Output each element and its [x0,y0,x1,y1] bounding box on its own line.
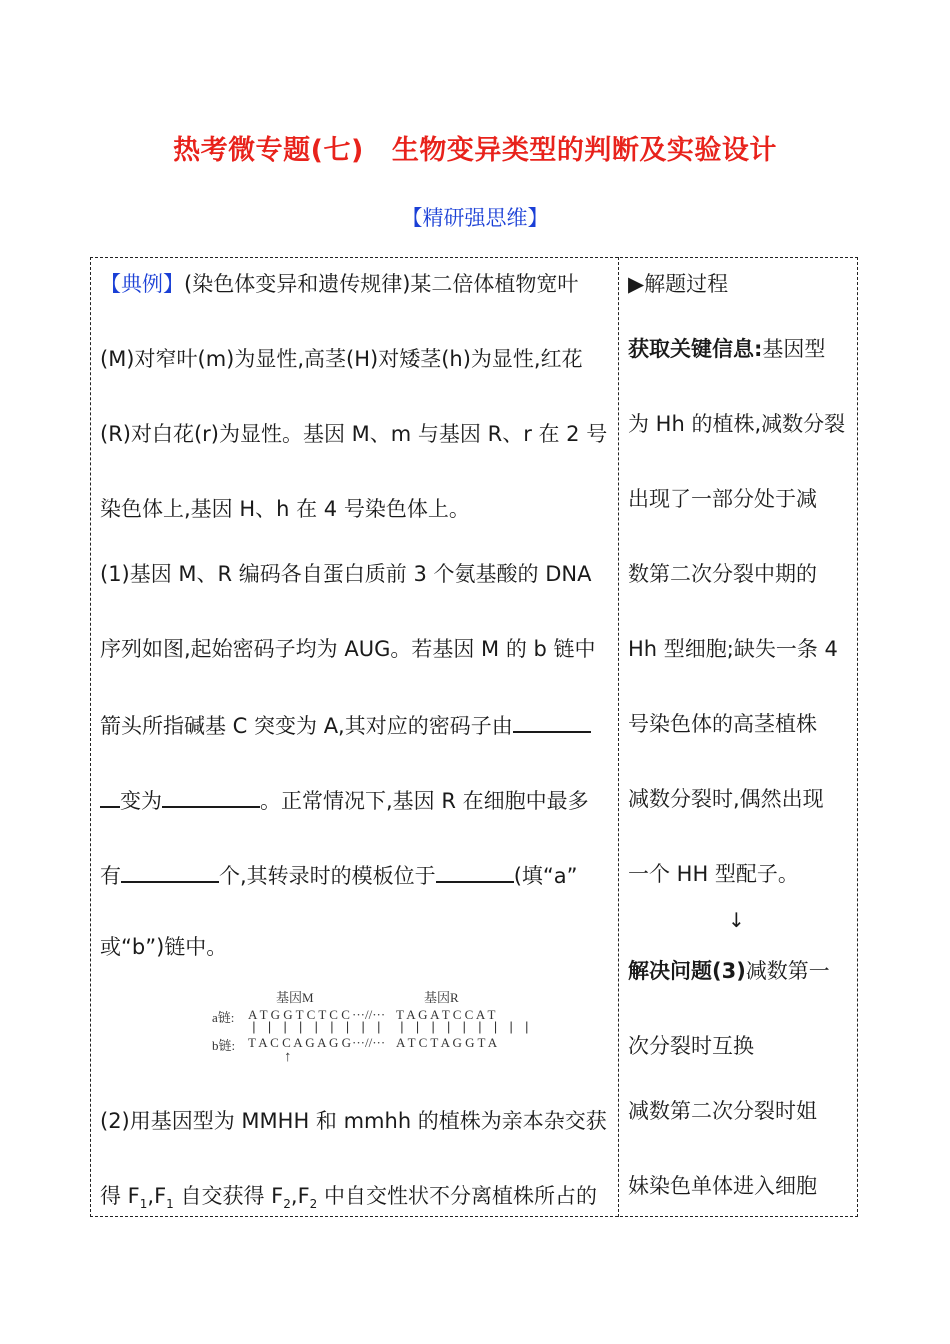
solve-line-2: 次分裂时互换 [628,1034,754,1058]
title-part2: 生物变异类型的判断及实验设计 [391,135,777,166]
column-divider [618,257,619,1217]
strand-b-label: b链: [212,1038,236,1053]
question-1-line-2: 序列如图,起始密码子均为 AUG。若基因 M 的 b 链中 [100,637,596,661]
strand-b-seq-r: A T C T A G G T A [396,1035,498,1050]
key-info-line: 获取关键信息:基因型 [628,337,826,361]
dna-sequence-figure [200,985,531,1070]
answer-blank-4[interactable] [436,861,514,883]
key-info-line-8: 一个 HH 型配子。 [628,862,799,886]
question-1-line-5: 有 个,其转录时的模板位于 (填“a” [100,861,578,889]
example-line-4: 染色体上,基因 H、h 在 4 号染色体上。 [100,497,470,521]
solve-line-3: 减数第二次分裂时姐 [628,1099,817,1123]
solve-label: 解决问题(3) [628,959,746,983]
gene-m-label: 基因M [276,990,314,1005]
answer-blank-1-cont[interactable] [100,786,120,808]
question-1-line-4: 变为 。正常情况下,基因 R 在细胞中最多 [100,786,589,814]
solution-heading: ▶解题过程 [628,272,729,296]
mutation-arrow-icon: ↑ [284,1049,292,1065]
key-info-line-7: 减数分裂时,偶然出现 [628,787,824,811]
question-1-line-1: (1)基因 M、R 编码各自蛋白质前 3 个氨基酸的 DNA [100,562,592,586]
question-2-line-2: 得 $F_1,F_1$ 自交获得 $F_2,F_2$ 中自交性状不分离植株所占的 [100,1184,597,1212]
example-line-3: (R)对白花(r)为显性。基因 M、m 与基因 R、r 在 2 号 [100,422,608,446]
strand-a-separator: ···//··· [352,1007,386,1022]
strand-b-separator: ···//··· [352,1035,386,1050]
answer-blank-1[interactable] [513,711,591,733]
example-line-2: (M)对窄叶(m)为显性,高茎(H)对矮茎(h)为显性,红花 [100,347,583,371]
strand-a-label: a链: [212,1010,235,1025]
example-tag: 【典例】 [100,272,184,296]
solve-line-4: 妹染色单体进入细胞 [628,1174,817,1198]
key-info-line-5: Hh 型细胞;缺失一条 4 [628,637,838,661]
answer-blank-3[interactable] [121,861,219,883]
section-subtitle: 【精研强思维】 [401,206,549,230]
strand-a-seq-r: T A G A T C C A T [396,1007,496,1022]
question-1-line-6: 或“b”)链中。 [100,935,228,959]
base-pair-bars-m: | | | | | | | | | [250,1020,383,1035]
base-pair-bars-r: | | | | | | | | | [398,1020,531,1035]
strand-b-seq-m: T A C C A G A G G [248,1035,352,1050]
example-line-1: 【典例】(染色体变异和遗传规律)某二倍体植物宽叶 [100,272,579,296]
gene-r-label: 基因R [424,990,459,1005]
down-arrow-icon: ↓ [728,908,745,932]
answer-blank-2[interactable] [162,786,260,808]
question-1-line-3: 箭头所指碱基 C 突变为 A,其对应的密码子由 [100,711,591,739]
key-info-line-4: 数第二次分裂中期的 [628,562,817,586]
title-part1: 热考微专题(七) [173,135,364,166]
key-info-line-2: 为 Hh 的植株,减数分裂 [628,412,846,436]
key-info-line-6: 号染色体的高茎植株 [628,712,817,736]
page-title [0,128,950,167]
key-info-label: 获取关键信息: [628,337,763,361]
question-2-line-1: (2)用基因型为 MMHH 和 mmhh 的植株为亲本杂交获 [100,1109,607,1133]
solve-line-1: 解决问题(3)减数第一 [628,959,830,983]
key-info-line-3: 出现了一部分处于减 [628,487,817,511]
strand-a-seq-m: A T G G T C T C C [248,1007,350,1022]
